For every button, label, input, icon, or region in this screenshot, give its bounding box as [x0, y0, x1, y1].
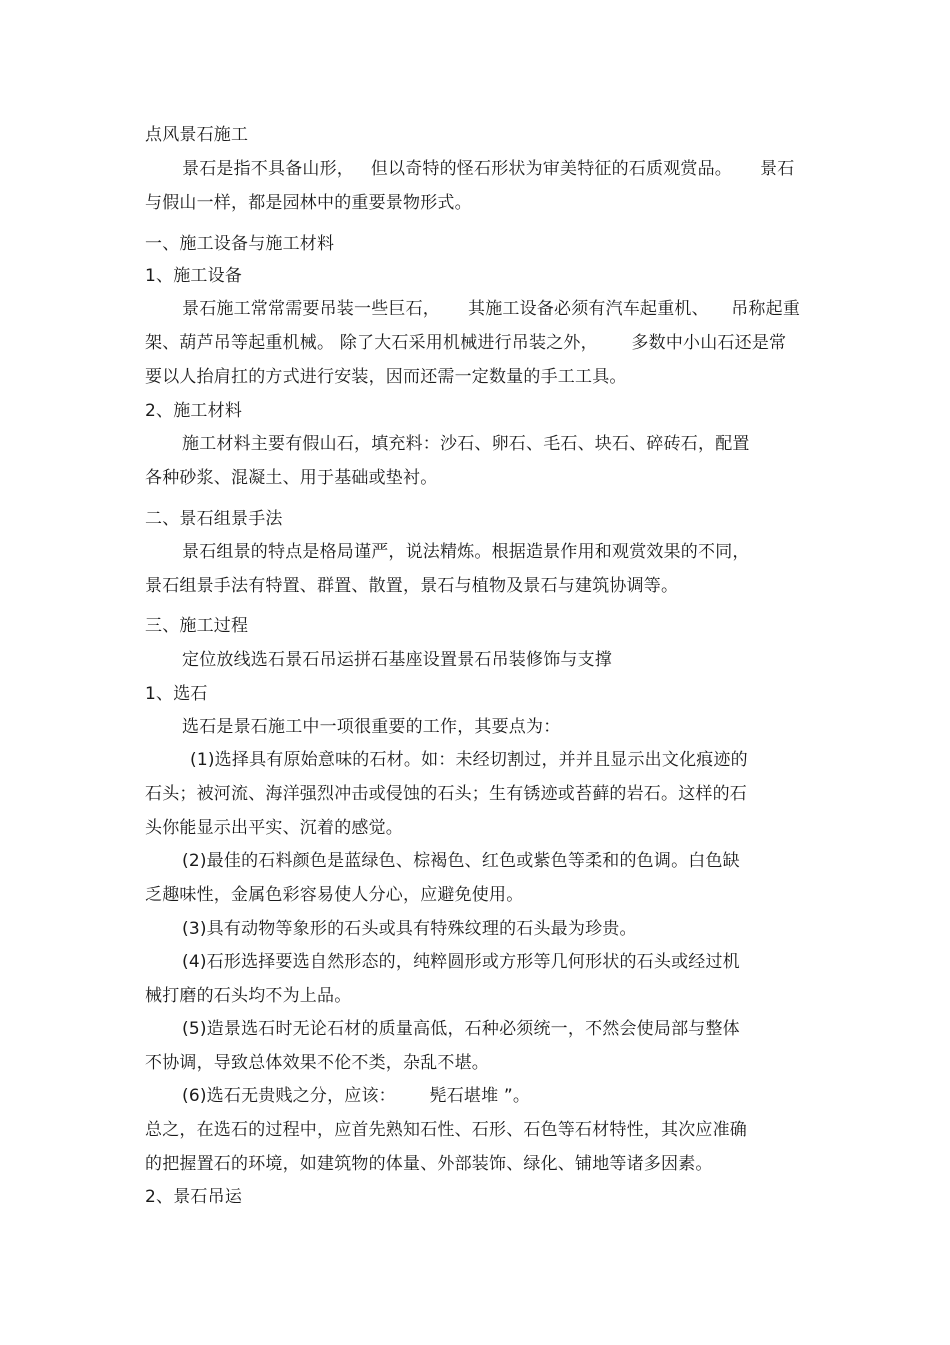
point-1-line-2: 石头；被河流、海洋强烈冲击或侵蚀的石头；生有锈迹或苔藓的岩石。这样的石 [145, 784, 747, 804]
section-3-heading: 三、施工过程 [145, 616, 249, 636]
section-1-2-heading: 2、施工材料 [145, 401, 243, 421]
section-2-heading: 二、景石组景手法 [145, 509, 283, 529]
point-4-line-1: (4)石形选择要选自然形态的，纯粹圆形或方形等几何形状的石头或经过机 [182, 952, 740, 972]
section-3-2-heading: 2、景石吊运 [145, 1187, 243, 1207]
document-title: 点风景石施工 [145, 125, 249, 145]
summary-line-1: 总之，在选石的过程中，应首先熟知石性、石形、石色等石材特性，其次应准确 [145, 1120, 747, 1140]
equipment-line-2: 架、葫芦吊等起重机械。 除了大石采用机械进行吊装之外， 多数中小山石还是常 [145, 333, 787, 353]
point-5-line-1: (5)造景选石时无论石材的质量高低，石种必须统一，不然会使局部与整体 [182, 1019, 740, 1039]
equipment-line-3: 要以人抬肩扛的方式进行安装，因而还需一定数量的手工工具。 [145, 367, 627, 387]
point-6: (6)选石无贵贱之分，应该： 髡石堪堆 ”。 [182, 1086, 531, 1106]
point-2-line-2: 乏趣味性，金属色彩容易使人分心，应避免使用。 [145, 885, 524, 905]
point-1-line-3: 头你能显示出平实、沉着的感觉。 [145, 818, 403, 838]
process-flow: 定位放线选石景石吊运拼石基座设置景石吊装修饰与支撑 [182, 650, 612, 670]
equipment-line-1: 景石施工常常需要吊装一些巨石， 其施工设备必须有汽车起重机、 吊称起重 [182, 299, 801, 319]
section-3-1-heading: 1、选石 [145, 684, 208, 704]
intro-line-1: 景石是指不具备山形， 但以奇特的怪石形状为审美特征的石质观赏品。 景石 [182, 159, 795, 179]
point-5-line-2: 不协调，导致总体效果不伦不类，杂乱不堪。 [145, 1053, 489, 1073]
composition-line-2: 景石组景手法有特置、群置、散置，景石与植物及景石与建筑协调等。 [145, 576, 679, 596]
section-1-1-heading: 1、施工设备 [145, 266, 243, 286]
summary-line-2: 的把握置石的环境，如建筑物的体量、外部装饰、绿化、铺地等诸多因素。 [145, 1154, 713, 1174]
composition-line-1: 景石组景的特点是格局谨严，说法精炼。根据造景作用和观赏效果的不同， [182, 542, 750, 562]
point-1-line-1: (1)选择具有原始意味的石材。如：未经切割过，并并且显示出文化痕迹的 [190, 750, 748, 770]
materials-line-2: 各种砂浆、混凝土、用于基础或垫衬。 [145, 468, 438, 488]
section-1-heading: 一、施工设备与施工材料 [145, 234, 335, 254]
materials-line-1: 施工材料主要有假山石，填充料：沙石、卵石、毛石、块石、碎砖石，配置 [182, 434, 750, 454]
point-4-line-2: 械打磨的石头均不为上品。 [145, 986, 352, 1006]
point-2-line-1: (2)最佳的石料颜色是蓝绿色、棕褐色、红色或紫色等柔和的色调。白色缺 [182, 851, 740, 871]
intro-line-2: 与假山一样，都是园林中的重要景物形式。 [145, 193, 472, 213]
point-3: (3)具有动物等象形的石头或具有特殊纹理的石头最为珍贵。 [182, 919, 637, 939]
stone-selection-intro: 选石是景石施工中一项很重要的工作，其要点为： [182, 717, 561, 737]
